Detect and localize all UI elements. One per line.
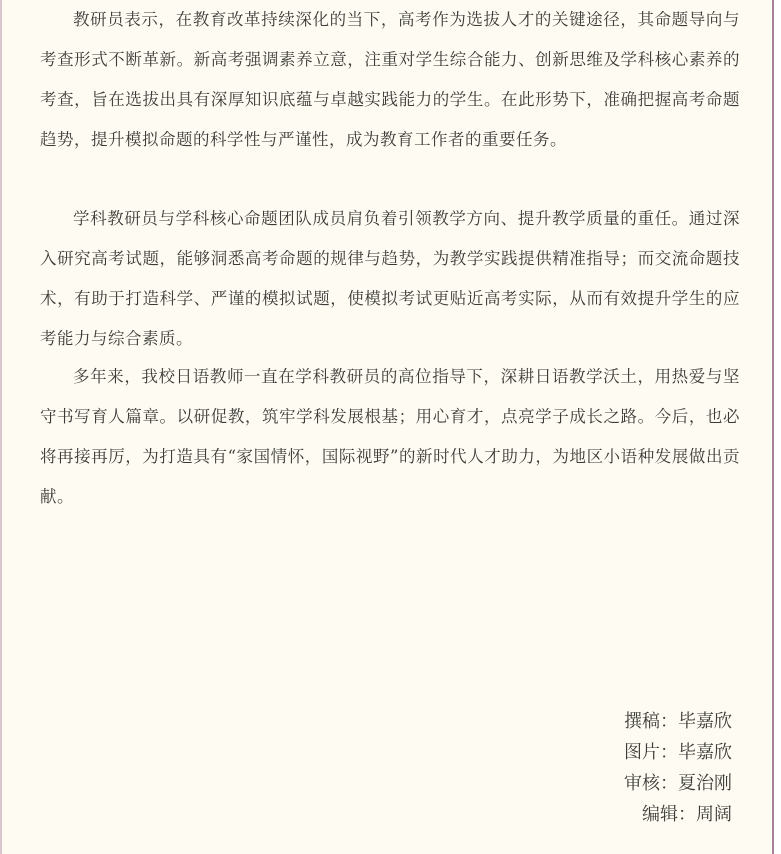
credit-editor-value: 周阔	[696, 804, 732, 825]
credit-editor	[624, 799, 732, 830]
credit-writer-value: 毕嘉欣	[678, 711, 732, 732]
credit-photo	[624, 737, 732, 768]
credit-writer-label: 撰稿：	[624, 711, 678, 732]
credits-block	[624, 706, 732, 830]
credit-photo-label: 图片：	[624, 742, 678, 763]
credit-writer	[624, 706, 732, 737]
credit-photo-value: 毕嘉欣	[678, 742, 732, 763]
article-paragraph-2: 学科教研员与学科核心命题团队成员肩负着引领教学方向、提升教学质量的重任。通过深入研究高考试题，能够洞悉高考命题的规律与趋势，为教学实践提供精准指导；而交流命题技术，有助于打造科学、严谨的模拟试题，使模拟考试更贴近高考实际，从而有效提升学生的应考能力与综合素质。	[40, 209, 740, 348]
credit-review	[624, 768, 732, 799]
credit-review-label: 审核：	[624, 773, 678, 794]
credit-review-value: 夏治刚	[678, 773, 732, 794]
credit-editor-label: 编辑：	[642, 804, 696, 825]
article-paragraph-3: 多年来，我校日语教师一直在学科教研员的高位指导下，深耕日语教学沃土，用热爱与坚守书写育人篇章。以研促教，筑牢学科发展根基；用心育才，点亮学子成长之路。今后，也必将再接再厉，为打造具有“家国情怀，国际视野”的新时代人才助力，为地区小语种发展做出贡献。	[40, 367, 740, 506]
article-paragraph-1: 教研员表示，在教育改革持续深化的当下，高考作为选拔人才的关键途径，其命题导向与考查形式不断革新。新高考强调素养立意，注重对学生综合能力、创新思维及学科核心素养的考查，旨在选拔出具有深厚知识底蕴与卓越实践能力的学生。在此形势下，准确把握高考命题趋势，提升模拟命题的科学性与严谨性，成为教育工作者的重要任务。	[40, 10, 740, 149]
